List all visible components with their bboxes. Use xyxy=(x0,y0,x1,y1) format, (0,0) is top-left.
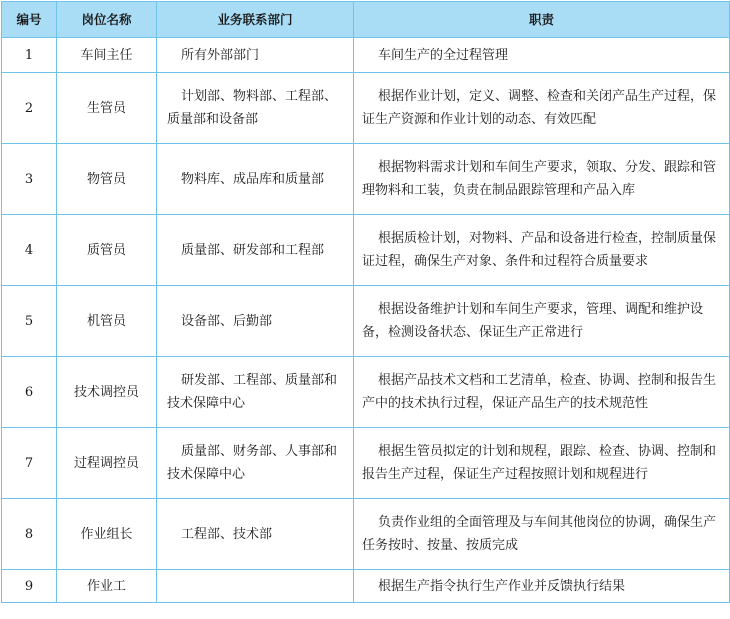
row-number: 4 xyxy=(2,215,57,286)
table-row xyxy=(2,144,730,215)
duty-table xyxy=(1,1,730,603)
row-number: 3 xyxy=(2,144,57,215)
header-position: 岗位名称 xyxy=(57,2,157,38)
table-row xyxy=(2,38,730,73)
row-position: 过程调控员 xyxy=(57,428,157,499)
table-row xyxy=(2,73,730,144)
row-departments: 计划部、物料部、工程部、质量部和设备部 xyxy=(157,73,354,144)
row-number: 2 xyxy=(2,73,57,144)
row-position: 技术调控员 xyxy=(57,357,157,428)
row-departments: 设备部、后勤部 xyxy=(157,286,354,357)
table-row xyxy=(2,570,730,603)
table-row xyxy=(2,215,730,286)
row-departments: 研发部、工程部、质量部和技术保障中心 xyxy=(157,357,354,428)
row-departments: 物料库、成品库和质量部 xyxy=(157,144,354,215)
row-departments: 工程部、技术部 xyxy=(157,499,354,570)
row-departments: 所有外部部门 xyxy=(157,38,354,73)
row-number: 5 xyxy=(2,286,57,357)
table-row xyxy=(2,357,730,428)
row-position: 作业工 xyxy=(57,570,157,603)
row-duty: 负责作业组的全面管理及与车间其他岗位的协调，确保生产任务按时、按量、按质完成 xyxy=(354,499,730,570)
row-departments xyxy=(157,570,354,603)
row-number: 8 xyxy=(2,499,57,570)
row-position: 机管员 xyxy=(57,286,157,357)
row-departments: 质量部、财务部、人事部和技术保障中心 xyxy=(157,428,354,499)
row-number: 6 xyxy=(2,357,57,428)
row-duty: 根据产品技术文档和工艺清单，检查、协调、控制和报告生产中的技术执行过程，保证产品生产的技术规范性 xyxy=(354,357,730,428)
row-duty: 根据作业计划，定义、调整、检查和关闭产品生产过程，保证生产资源和作业计划的动态、有效匹配 xyxy=(354,73,730,144)
row-duty: 根据质检计划，对物料、产品和设备进行检查，控制质量保证过程，确保生产对象、条件和过程符合质量要求 xyxy=(354,215,730,286)
row-position: 车间主任 xyxy=(57,38,157,73)
table-row xyxy=(2,499,730,570)
row-duty: 根据设备维护计划和车间生产要求，管理、调配和维护设备，检测设备状态、保证生产正常进行 xyxy=(354,286,730,357)
row-departments: 质量部、研发部和工程部 xyxy=(157,215,354,286)
table-row xyxy=(2,286,730,357)
row-number: 1 xyxy=(2,38,57,73)
header-row xyxy=(2,2,730,38)
row-number: 9 xyxy=(2,570,57,603)
header-number: 编号 xyxy=(2,2,57,38)
row-duty: 根据生管员拟定的计划和规程，跟踪、检查、协调、控制和报告生产过程，保证生产过程按照计划和规程进行 xyxy=(354,428,730,499)
row-number: 7 xyxy=(2,428,57,499)
header-duty: 职责 xyxy=(354,2,730,38)
row-position: 作业组长 xyxy=(57,499,157,570)
row-position: 物管员 xyxy=(57,144,157,215)
table-row xyxy=(2,428,730,499)
row-position: 质管员 xyxy=(57,215,157,286)
row-duty: 车间生产的全过程管理 xyxy=(354,38,730,73)
row-position: 生管员 xyxy=(57,73,157,144)
row-duty: 根据生产指令执行生产作业并反馈执行结果 xyxy=(354,570,730,603)
header-departments: 业务联系部门 xyxy=(157,2,354,38)
row-duty: 根据物料需求计划和车间生产要求，领取、分发、跟踪和管理物料和工装，负责在制品跟踪管理和产品入库 xyxy=(354,144,730,215)
